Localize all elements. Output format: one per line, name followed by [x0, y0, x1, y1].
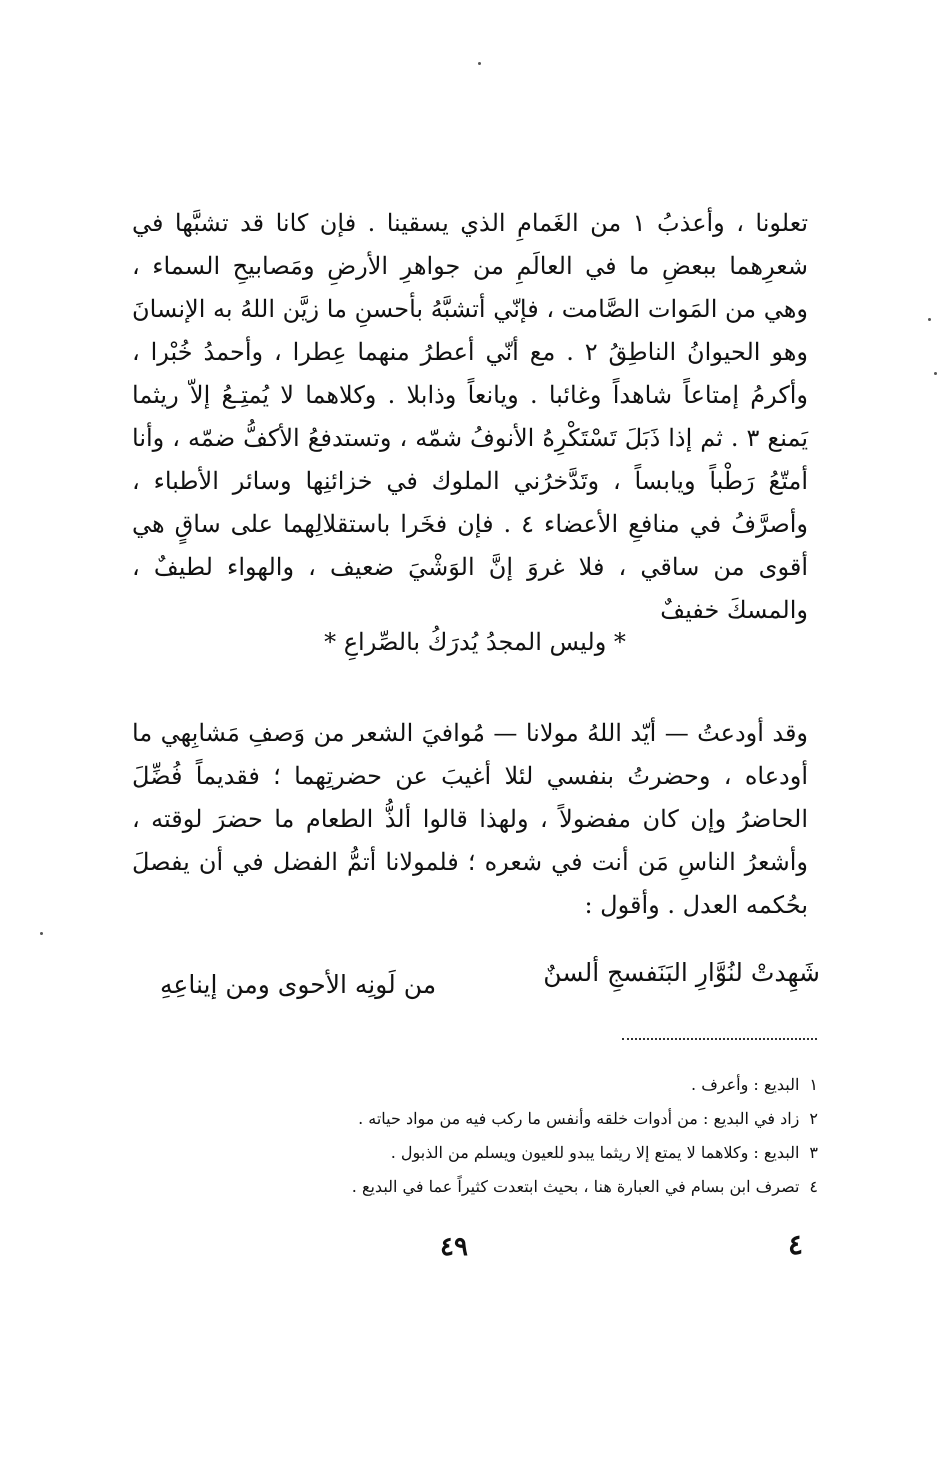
footnote-text: زاد في البديع : من أدوات خلقه وأنفس ما ركب فيه من مواد حياته . — [358, 1109, 800, 1128]
couplet-second-hemistich: من لَونِه الأحوى ومن إيناعِهِ — [160, 970, 437, 999]
scan-speck — [928, 318, 931, 321]
footnotes — [240, 1068, 818, 1204]
footnote-number: ٤ — [809, 1177, 818, 1196]
poetry-couplet — [160, 950, 820, 999]
signature-mark: ٤ — [788, 1228, 804, 1261]
footnote-item — [240, 1170, 818, 1204]
footnote-number: ١ — [809, 1075, 818, 1094]
footnote-separator — [622, 1038, 817, 1040]
scan-speck — [478, 62, 481, 65]
footnote-item — [240, 1136, 818, 1170]
paragraph-1: تعلونا ، وأعذبُ ١ من الغَمامِ الذي يسقينا . فإن كانا قد تشبَّها في شعرِهما ببعضِ ما في العالَمِ من جواهرِ الأرضِ ومَصابيحِ السماء ، وهي من المَوات الصَّامت ، فإنّي أتشبَّهُ بأحسنِ ما زيَّن اللهُ به الإنسانَ وهو الحيوانُ الناطِقُ ٢ . مع أنّي أعطرُ منهما عِطرا ، وأحمدُ خُبْرا ، وأكرمُ إمتاعاً شاهداً وغائبا . ويانعاً وذابلا . وكلاهما لا يُمتِـعُ إلاّ ريثما يَمنع ٣ . ثم إذا ذَبَلَ تَسْتَكْرِهُ الأنوفُ شمّه ، وتستدفعُ الأكفُّ ضمّه ، وأنا أمتّعُ رَطْباً ويابساً ، وتَدَّخرُني الملوك في خزائنِها وسائر الأطباء ، وأصرَّفُ في منافعِ الأعضاء ٤ . فإن فخَرا باستقلالِهما على ساقٍ هي أقوى من ساقي ، فلا غروَ إنَّ الوَشْيَ ضعيف ، والهواء لطيفٌ ، والمسكَ خفيفٌ — [132, 209, 809, 624]
scan-speck — [40, 932, 43, 935]
footnote-item — [240, 1068, 818, 1102]
footnote-text: البديع : وكلاهما لا يمتع إلا ريثما يبدو للعيون ويسلم من الذبول . — [390, 1143, 800, 1162]
page-number: ٤٩ — [440, 1232, 468, 1262]
couplet-first-hemistich: شَهِدتْ لنُوَّارِ البَنَفسجِ ألسنٌ — [543, 958, 820, 987]
paragraph-2: وقد أودعتُ — أيّد اللهُ مولانا — مُوافيَ الشعر من وَصفِ مَشابِهي ما أودعاه ، وحضرتُ بنفسي لئلا أغيبَ عن حضرتِهما ؛ فقديماً فُضِّلَ الحاضرُ وإن كان مفضولاً ، ولهذا قالوا ألذُّ الطعام ما حضرَ لوقته ، وأشعرُ الناسِ مَن أنت في شعره ؛ فلمولانا أتمُّ الفضل في أن يفصلَ بحُكمه العدل . وأقول : — [132, 719, 808, 919]
scan-speck — [934, 372, 937, 375]
verse-line: * وليس المجدُ يُدرَكُ بالصِّراعِ * — [324, 628, 626, 656]
footnote-text: تصرف ابن بسام في العبارة هنا ، بحيث ابتعدت كثيراً عما في البديع . — [351, 1177, 800, 1196]
footnote-number: ٢ — [809, 1109, 818, 1128]
footnote-text: البديع : وأعرف . — [691, 1075, 800, 1094]
footnote-item — [240, 1102, 818, 1136]
footnote-number: ٣ — [809, 1143, 818, 1162]
